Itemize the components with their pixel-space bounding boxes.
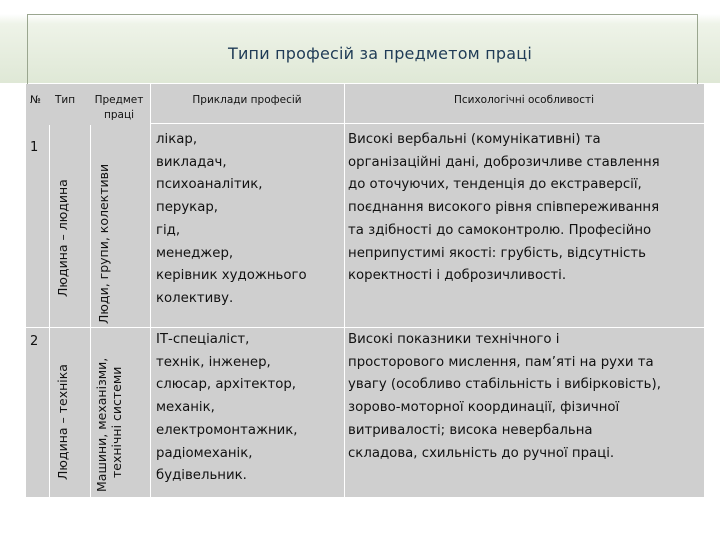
frame-top-line: [27, 14, 697, 15]
row-1-example: керівник художнього: [156, 268, 307, 284]
row-2-num: 2: [30, 334, 39, 349]
header-band: [0, 0, 720, 83]
grid-line: [150, 123, 704, 124]
row-2-psych: [348, 329, 704, 465]
row-1-example: лікар,: [156, 132, 198, 147]
row-1-type-cell: [49, 125, 76, 327]
row-2-examples: [156, 329, 341, 488]
row-2-psych-line: просторового мислення, пам’яті на рухи та: [348, 354, 654, 370]
row-2-example: слюсар, архітектор,: [156, 377, 297, 393]
row-1-type: Людина – людина: [55, 179, 70, 297]
header-subject: [88, 93, 150, 123]
header-psych: Психологічні особливості: [453, 94, 595, 106]
grid-line: [26, 327, 704, 328]
row-1-example: психоаналітик,: [156, 177, 263, 193]
row-2-psych-line: Високі показники технічного і: [348, 332, 560, 347]
row-1-psych-line: неприпустимі якості: грубість, відсутність: [348, 245, 646, 261]
header-subject-line1: Предмет: [94, 94, 144, 106]
row-1-psych-line: та здібності до самоконтролю. Професійно: [348, 222, 652, 238]
row-1-example: колективу.: [156, 290, 234, 306]
row-2-psych-line: увагу (особливо стабільність і вибірковість),: [348, 377, 661, 393]
row-2-type: Людина – техніка: [55, 364, 70, 480]
row-1-subject-line1: Люди, групи, колективи: [96, 163, 111, 324]
header-examples: Приклади професій: [192, 94, 302, 106]
professions-table: [26, 84, 704, 497]
row-1-psych-line: організаційні дані, доброзичливе ставлення: [348, 154, 660, 170]
header-subject-line2: праці: [103, 109, 135, 121]
row-1-psych-line: поєднання високого рівня співпереживання: [348, 200, 660, 216]
row-2-example: радіомеханік,: [156, 445, 253, 461]
header-type: Тип: [55, 94, 76, 106]
page-title: Типи професій за предметом праці: [227, 44, 533, 63]
row-1-example: гід,: [156, 222, 181, 238]
row-1-subject-cell: [91, 125, 150, 327]
grid-line: [49, 125, 50, 497]
row-1-examples: [156, 129, 341, 311]
row-1-psych: [348, 129, 704, 288]
row-1-psych-line: до оточуючих, тенденція до екстраверсії,: [348, 177, 642, 193]
row-1-example: менеджер,: [156, 245, 234, 261]
row-1-example: викладач,: [156, 154, 227, 170]
grid-line: [150, 84, 151, 497]
row-2-subject-line1: Машини, механізми,: [94, 357, 109, 492]
row-1-example: перукар,: [156, 200, 219, 216]
row-1-num: 1: [30, 140, 39, 155]
row-2-subject-cell: [91, 328, 150, 496]
row-2-example: ІТ-спеціаліст,: [156, 332, 250, 347]
row-2-example: технік, інженер,: [156, 354, 271, 370]
row-2-psych-line: зорово-моторної координації, фізичної: [348, 400, 620, 416]
row-2-subject-line2: технічні системи: [109, 366, 124, 478]
grid-line: [90, 125, 91, 497]
row-2-type-cell: [49, 328, 76, 496]
row-1-psych-line: коректності і доброзичливості.: [348, 268, 567, 284]
row-1-psych-line: Високі вербальні (комунікативні) та: [348, 132, 601, 147]
row-2-example: механік,: [156, 400, 215, 416]
row-2-psych-line: складова, схильність до ручної праці.: [348, 445, 615, 461]
header-num: №: [30, 94, 41, 106]
row-2-example: будівельник.: [156, 468, 247, 484]
row-2-psych-line: витривалості; висока невербальна: [348, 422, 593, 438]
grid-line: [344, 84, 345, 497]
row-2-example: електромонтажник,: [156, 422, 298, 438]
